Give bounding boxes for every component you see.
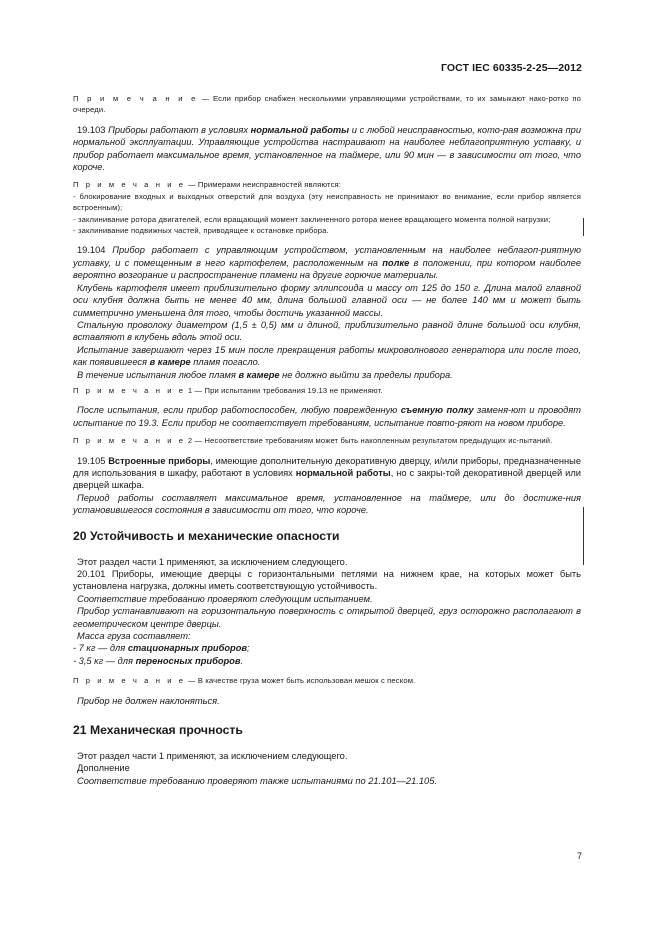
list-item: - 7 кг — для стационарных приборов; <box>73 643 250 654</box>
paragraph: Этот раздел части 1 применяют, за исключением следующего. <box>77 751 348 762</box>
paragraph-19-103: 19.103 Приборы работают в условиях нормальной работы и с любой неисправностью, кото-рая возможна при нормальной эксплуатации. Управляющие устройства настраивают на наиболее неблагоприятную уставку, и прибор работает максимальное время, установленное на таймере, или 90 мин — в зависимости от того, что короче. <box>73 124 582 173</box>
note: П р и м е ч а н и е 2 — Несоответствие требованиям может быть накопленным результатом предыдущих ис-пытаний. <box>73 436 553 446</box>
paragraph-19-104: 19.104 Прибор работает с управляющим устройством, установленным на наиболее неблагоп-риятную уставку, и с помещенным в него картофелем, расположенным на полке в положении, при котором наиболее вероятно возгорание и распространение пламени на другие горючие материалы. <box>73 245 582 281</box>
paragraph: В течение испытания любое пламя в камере не должно выйти за пределы прибора. <box>77 369 453 380</box>
section-heading-21: 21 Механическая прочность <box>73 723 243 738</box>
document-header: ГОСТ IEC 60335-2-25—2012 <box>440 62 582 74</box>
section-heading-20: 20 Устойчивость и механические опасности <box>73 528 340 543</box>
paragraph: Клубень картофеля имеет приблизительно форму эллипсоида и массу от 125 до 150 г. Длина малой главной оси клубня должна быть не менее 40 мм, длина большой главной оси — не более 140 мм и может быть симметрично уменьшена для того, чтобы достичь указанной массы. <box>73 282 581 318</box>
note-list-item: - заклинивание подвижных частей, приводящее к остановке прибора. <box>73 226 329 236</box>
paragraph: Прибор устанавливают на горизонтальную поверхность с открытой дверцей, груз осторожно располагают в геометрическом центре дверцы. <box>73 606 581 629</box>
paragraph: Период работы составляет максимальное время, установленное на таймере, или до достиже-ния установившегося состояния в зависимости от того, что короче. <box>73 492 581 516</box>
paragraph: Соответствие требованию проверяют также испытаниями по 21.101—21.105. <box>77 775 437 786</box>
page-body <box>73 93 581 787</box>
change-bar <box>583 507 584 565</box>
note: П р и м е ч а н и е — Примерами неисправностей являются: <box>73 180 342 190</box>
paragraph-20-101: 20.101 Приборы, имеющие дверцы с горизонтальными петлями на нижнем крае, на которых может быть установлена нагрузка, должны иметь соответствующую устойчивость. <box>73 569 581 592</box>
change-bar <box>583 218 584 236</box>
paragraph: Этот раздел части 1 применяют, за исключением следующего. <box>77 556 348 567</box>
paragraph: Испытание завершают через 15 мин после прекращения работы микроволнового генератора или после того, как появившееся в камере пламя погасло. <box>73 344 581 368</box>
paragraph: Соответствие требованию проверяют следующим испытанием. <box>77 593 373 604</box>
paragraph-19-105: 19.105 Встроенные приборы, имеющие дополнительную декоративную дверцу, и/или приборы, предназначенные для использования в шкафу, работают в условиях нормальной работы, но с закры-той декоративной дверцей или дверцей шкафа. <box>73 455 581 491</box>
paragraph: Стальную проволоку диаметром (1,5 ± 0,5) мм и длиной, приблизительно равной длине большой оси клубня, вставляют в клубень вдоль этой оси. <box>73 319 581 343</box>
note: П р и м е ч а н и е — Если прибор снабжен несколькими управляющими устройствами, то их замыкают нако-ротко по очереди. <box>73 94 581 115</box>
page-number: 7 <box>576 851 582 861</box>
note: П р и м е ч а н и е 1 — При испытании требования 19.13 не применяют. <box>73 385 383 395</box>
list-item: - 3,5 кг — для переносных приборов. <box>73 655 244 666</box>
paragraph: Масса груза составляет: <box>77 631 191 642</box>
paragraph: Прибор не должен наклоняться. <box>77 695 220 706</box>
paragraph: Дополнение <box>77 763 130 774</box>
paragraph: После испытания, если прибор работоспособен, любую поврежденную съемную полку заменя-ют и проводят испытание по 19.3. Если прибор не соответствует требованиям, испытание повто-ряют на новом приборе. <box>73 405 581 428</box>
note-list-item: - блокирование входных и выходных отверстий для воздуха (эту неисправность не принимают во внимание, если прибор является встроенным); <box>73 191 581 213</box>
note-list-item: - заклинивание ротора двигателей, если вращающий момент заклиненного ротора менее вращающего момента полной нагрузки; <box>73 214 551 224</box>
note: П р и м е ч а н и е — В качестве груза может быть использован мешок с песком. <box>73 676 416 686</box>
